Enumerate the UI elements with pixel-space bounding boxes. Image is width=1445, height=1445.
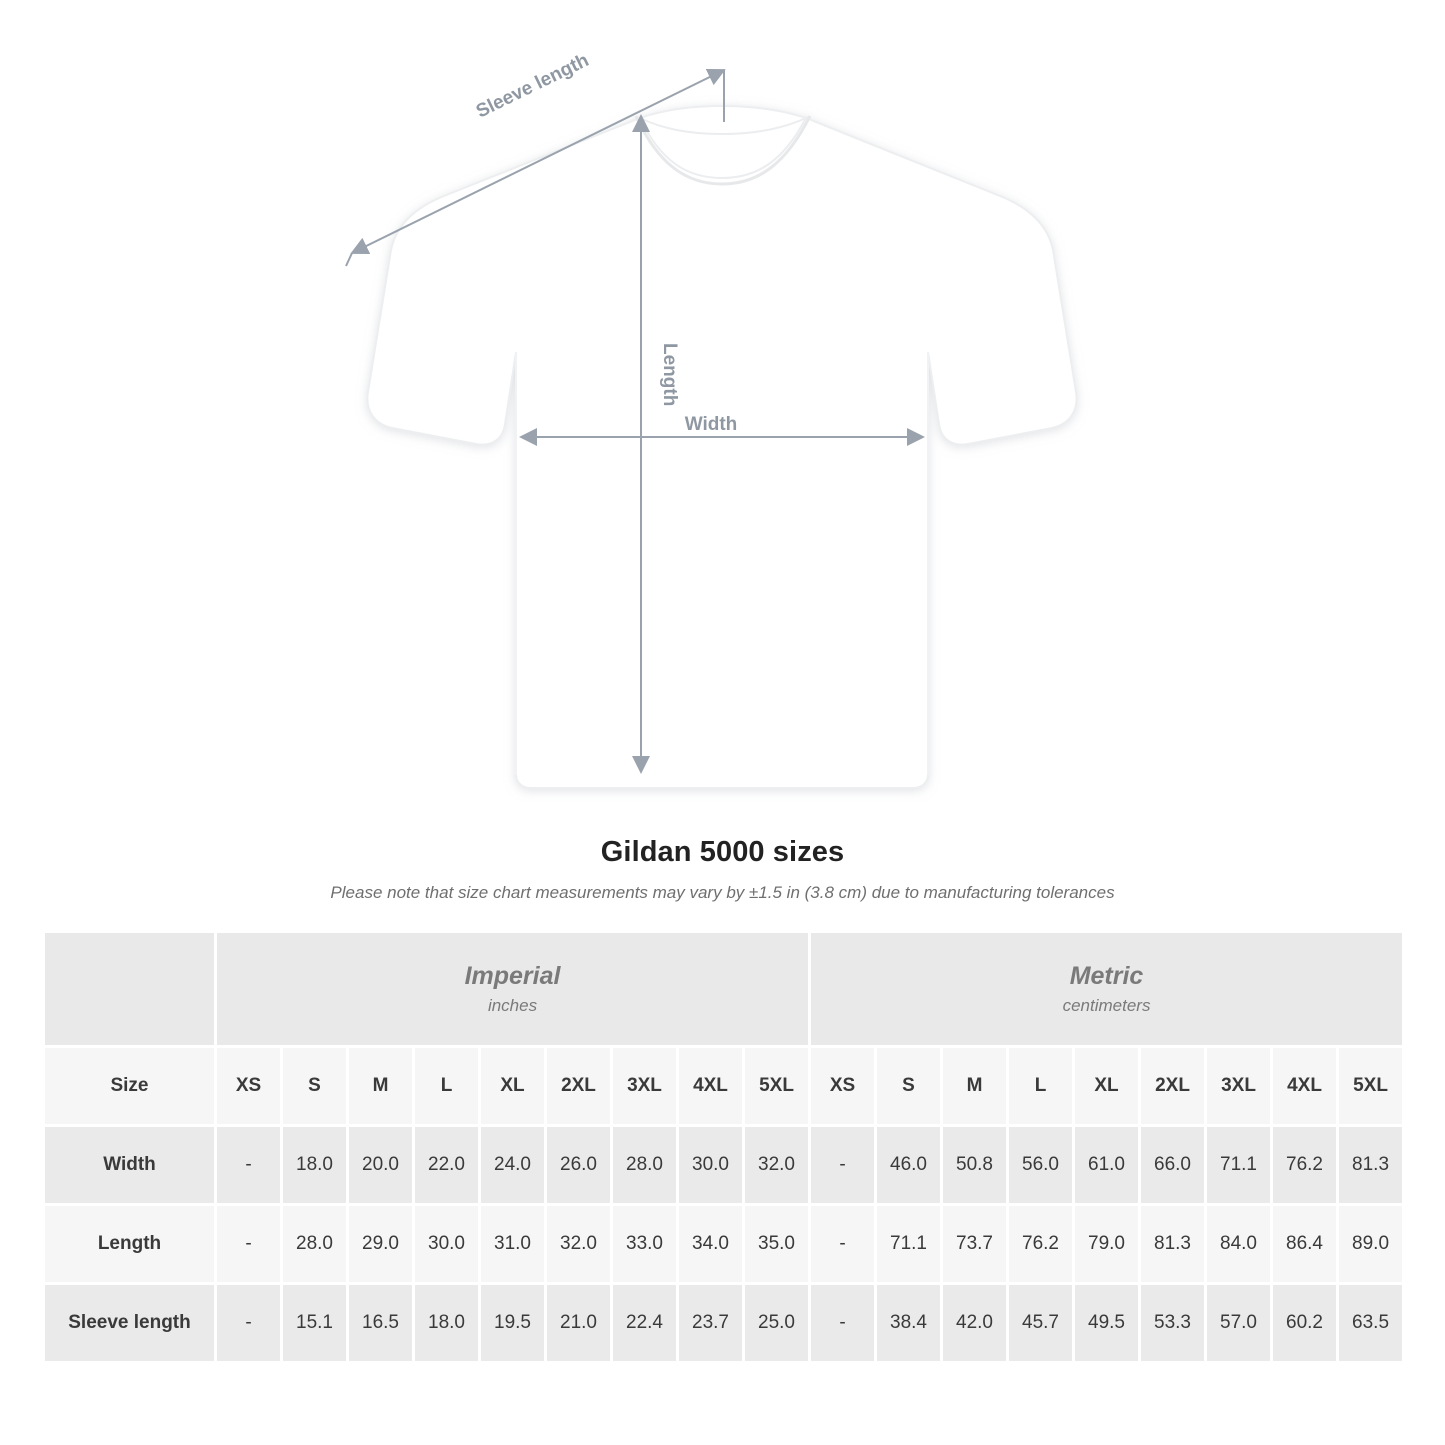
header-metric-m: M — [942, 1047, 1008, 1126]
cell-width-metric-l: 56.0 — [1008, 1126, 1074, 1205]
unit-group-imperial — [216, 932, 810, 1047]
header-imperial-s: S — [282, 1047, 348, 1126]
chart-heading — [0, 836, 1445, 903]
cell-length-metric-2xl: 81.3 — [1140, 1205, 1206, 1284]
cell-sleeve-metric-5xl: 63.5 — [1338, 1284, 1404, 1363]
header-imperial-xs: XS — [216, 1047, 282, 1126]
unit-group-metric-title: Metric — [1069, 961, 1144, 990]
header-metric-l: L — [1008, 1047, 1074, 1126]
header-metric-xs: XS — [810, 1047, 876, 1126]
unit-group-spacer — [44, 932, 216, 1047]
cell-sleeve-metric-xs: - — [810, 1284, 876, 1363]
header-metric-4xl: 4XL — [1272, 1047, 1338, 1126]
header-metric-5xl: 5XL — [1338, 1047, 1404, 1126]
cell-width-imperial-3xl: 28.0 — [612, 1126, 678, 1205]
size-table-wrapper — [42, 930, 1403, 1364]
size-table — [42, 930, 1405, 1364]
unit-group-imperial-title: Imperial — [464, 961, 561, 990]
cell-sleeve-metric-2xl: 53.3 — [1140, 1284, 1206, 1363]
cell-sleeve-metric-3xl: 57.0 — [1206, 1284, 1272, 1363]
cell-length-metric-s: 71.1 — [876, 1205, 942, 1284]
header-imperial-m: M — [348, 1047, 414, 1126]
cell-sleeve-imperial-l: 18.0 — [414, 1284, 480, 1363]
cell-length-imperial-3xl: 33.0 — [612, 1205, 678, 1284]
cell-length-metric-m: 73.7 — [942, 1205, 1008, 1284]
cell-length-imperial-s: 28.0 — [282, 1205, 348, 1284]
cell-sleeve-imperial-m: 16.5 — [348, 1284, 414, 1363]
table-header-row — [44, 1047, 1404, 1126]
cell-width-metric-2xl: 66.0 — [1140, 1126, 1206, 1205]
header-size: Size — [44, 1047, 216, 1126]
cell-length-metric-4xl: 86.4 — [1272, 1205, 1338, 1284]
cell-width-metric-5xl: 81.3 — [1338, 1126, 1404, 1205]
table-row — [44, 1205, 1404, 1284]
tshirt-shape — [367, 106, 1076, 788]
cell-sleeve-imperial-s: 15.1 — [282, 1284, 348, 1363]
cell-sleeve-metric-m: 42.0 — [942, 1284, 1008, 1363]
cell-length-imperial-l: 30.0 — [414, 1205, 480, 1284]
cell-length-imperial-xl: 31.0 — [480, 1205, 546, 1284]
page-title: Gildan 5000 sizes — [600, 836, 845, 868]
header-imperial-4xl: 4XL — [678, 1047, 744, 1126]
cell-length-imperial-4xl: 34.0 — [678, 1205, 744, 1284]
row-label-width: Width — [44, 1126, 216, 1205]
unit-group-metric — [810, 932, 1404, 1047]
cell-length-metric-xl: 79.0 — [1074, 1205, 1140, 1284]
header-imperial-2xl: 2XL — [546, 1047, 612, 1126]
header-imperial-5xl: 5XL — [744, 1047, 810, 1126]
length-label: Length — [659, 343, 680, 407]
cell-width-imperial-s: 18.0 — [282, 1126, 348, 1205]
header-imperial-3xl: 3XL — [612, 1047, 678, 1126]
cell-width-imperial-xl: 24.0 — [480, 1126, 546, 1205]
cell-width-metric-s: 46.0 — [876, 1126, 942, 1205]
cell-width-imperial-l: 22.0 — [414, 1126, 480, 1205]
cell-length-imperial-2xl: 32.0 — [546, 1205, 612, 1284]
row-label-length: Length — [44, 1205, 216, 1284]
unit-group-metric-subtitle: centimeters — [1062, 996, 1151, 1016]
header-imperial-xl: XL — [480, 1047, 546, 1126]
sleeve-length-label: Sleeve length — [472, 49, 593, 123]
cell-width-imperial-xs: - — [216, 1126, 282, 1205]
table-row — [44, 1126, 1404, 1205]
cell-sleeve-imperial-xl: 19.5 — [480, 1284, 546, 1363]
row-label-sleeve-length: Sleeve length — [44, 1284, 216, 1363]
cell-width-metric-3xl: 71.1 — [1206, 1126, 1272, 1205]
cell-width-metric-xl: 61.0 — [1074, 1126, 1140, 1205]
cell-length-metric-l: 76.2 — [1008, 1205, 1074, 1284]
cell-sleeve-imperial-4xl: 23.7 — [678, 1284, 744, 1363]
header-metric-s: S — [876, 1047, 942, 1126]
cell-width-metric-4xl: 76.2 — [1272, 1126, 1338, 1205]
width-label: Width — [684, 414, 738, 435]
cell-length-imperial-5xl: 35.0 — [744, 1205, 810, 1284]
tolerance-note: Please note that size chart measurements may vary by ±1.5 in (3.8 cm) due to manufacturing tolerances — [330, 883, 1115, 902]
unit-group-row — [44, 932, 1404, 1047]
cell-sleeve-metric-4xl: 60.2 — [1272, 1284, 1338, 1363]
cell-width-imperial-m: 20.0 — [348, 1126, 414, 1205]
cell-sleeve-imperial-5xl: 25.0 — [744, 1284, 810, 1363]
cell-width-imperial-4xl: 30.0 — [678, 1126, 744, 1205]
cell-length-imperial-m: 29.0 — [348, 1205, 414, 1284]
cell-sleeve-metric-xl: 49.5 — [1074, 1284, 1140, 1363]
header-metric-2xl: 2XL — [1140, 1047, 1206, 1126]
cell-length-metric-5xl: 89.0 — [1338, 1205, 1404, 1284]
cell-length-metric-xs: - — [810, 1205, 876, 1284]
cell-sleeve-imperial-xs: - — [216, 1284, 282, 1363]
cell-length-imperial-xs: - — [216, 1205, 282, 1284]
cell-width-metric-xs: - — [810, 1126, 876, 1205]
unit-group-imperial-subtitle: inches — [487, 996, 538, 1016]
cell-sleeve-metric-l: 45.7 — [1008, 1284, 1074, 1363]
header-metric-3xl: 3XL — [1206, 1047, 1272, 1126]
cell-width-imperial-2xl: 26.0 — [546, 1126, 612, 1205]
cell-sleeve-imperial-2xl: 21.0 — [546, 1284, 612, 1363]
header-metric-xl: XL — [1074, 1047, 1140, 1126]
cell-length-metric-3xl: 84.0 — [1206, 1205, 1272, 1284]
cell-sleeve-imperial-3xl: 22.4 — [612, 1284, 678, 1363]
header-imperial-l: L — [414, 1047, 480, 1126]
cell-sleeve-metric-s: 38.4 — [876, 1284, 942, 1363]
table-row — [44, 1284, 1404, 1363]
cell-width-imperial-5xl: 32.0 — [744, 1126, 810, 1205]
cell-width-metric-m: 50.8 — [942, 1126, 1008, 1205]
